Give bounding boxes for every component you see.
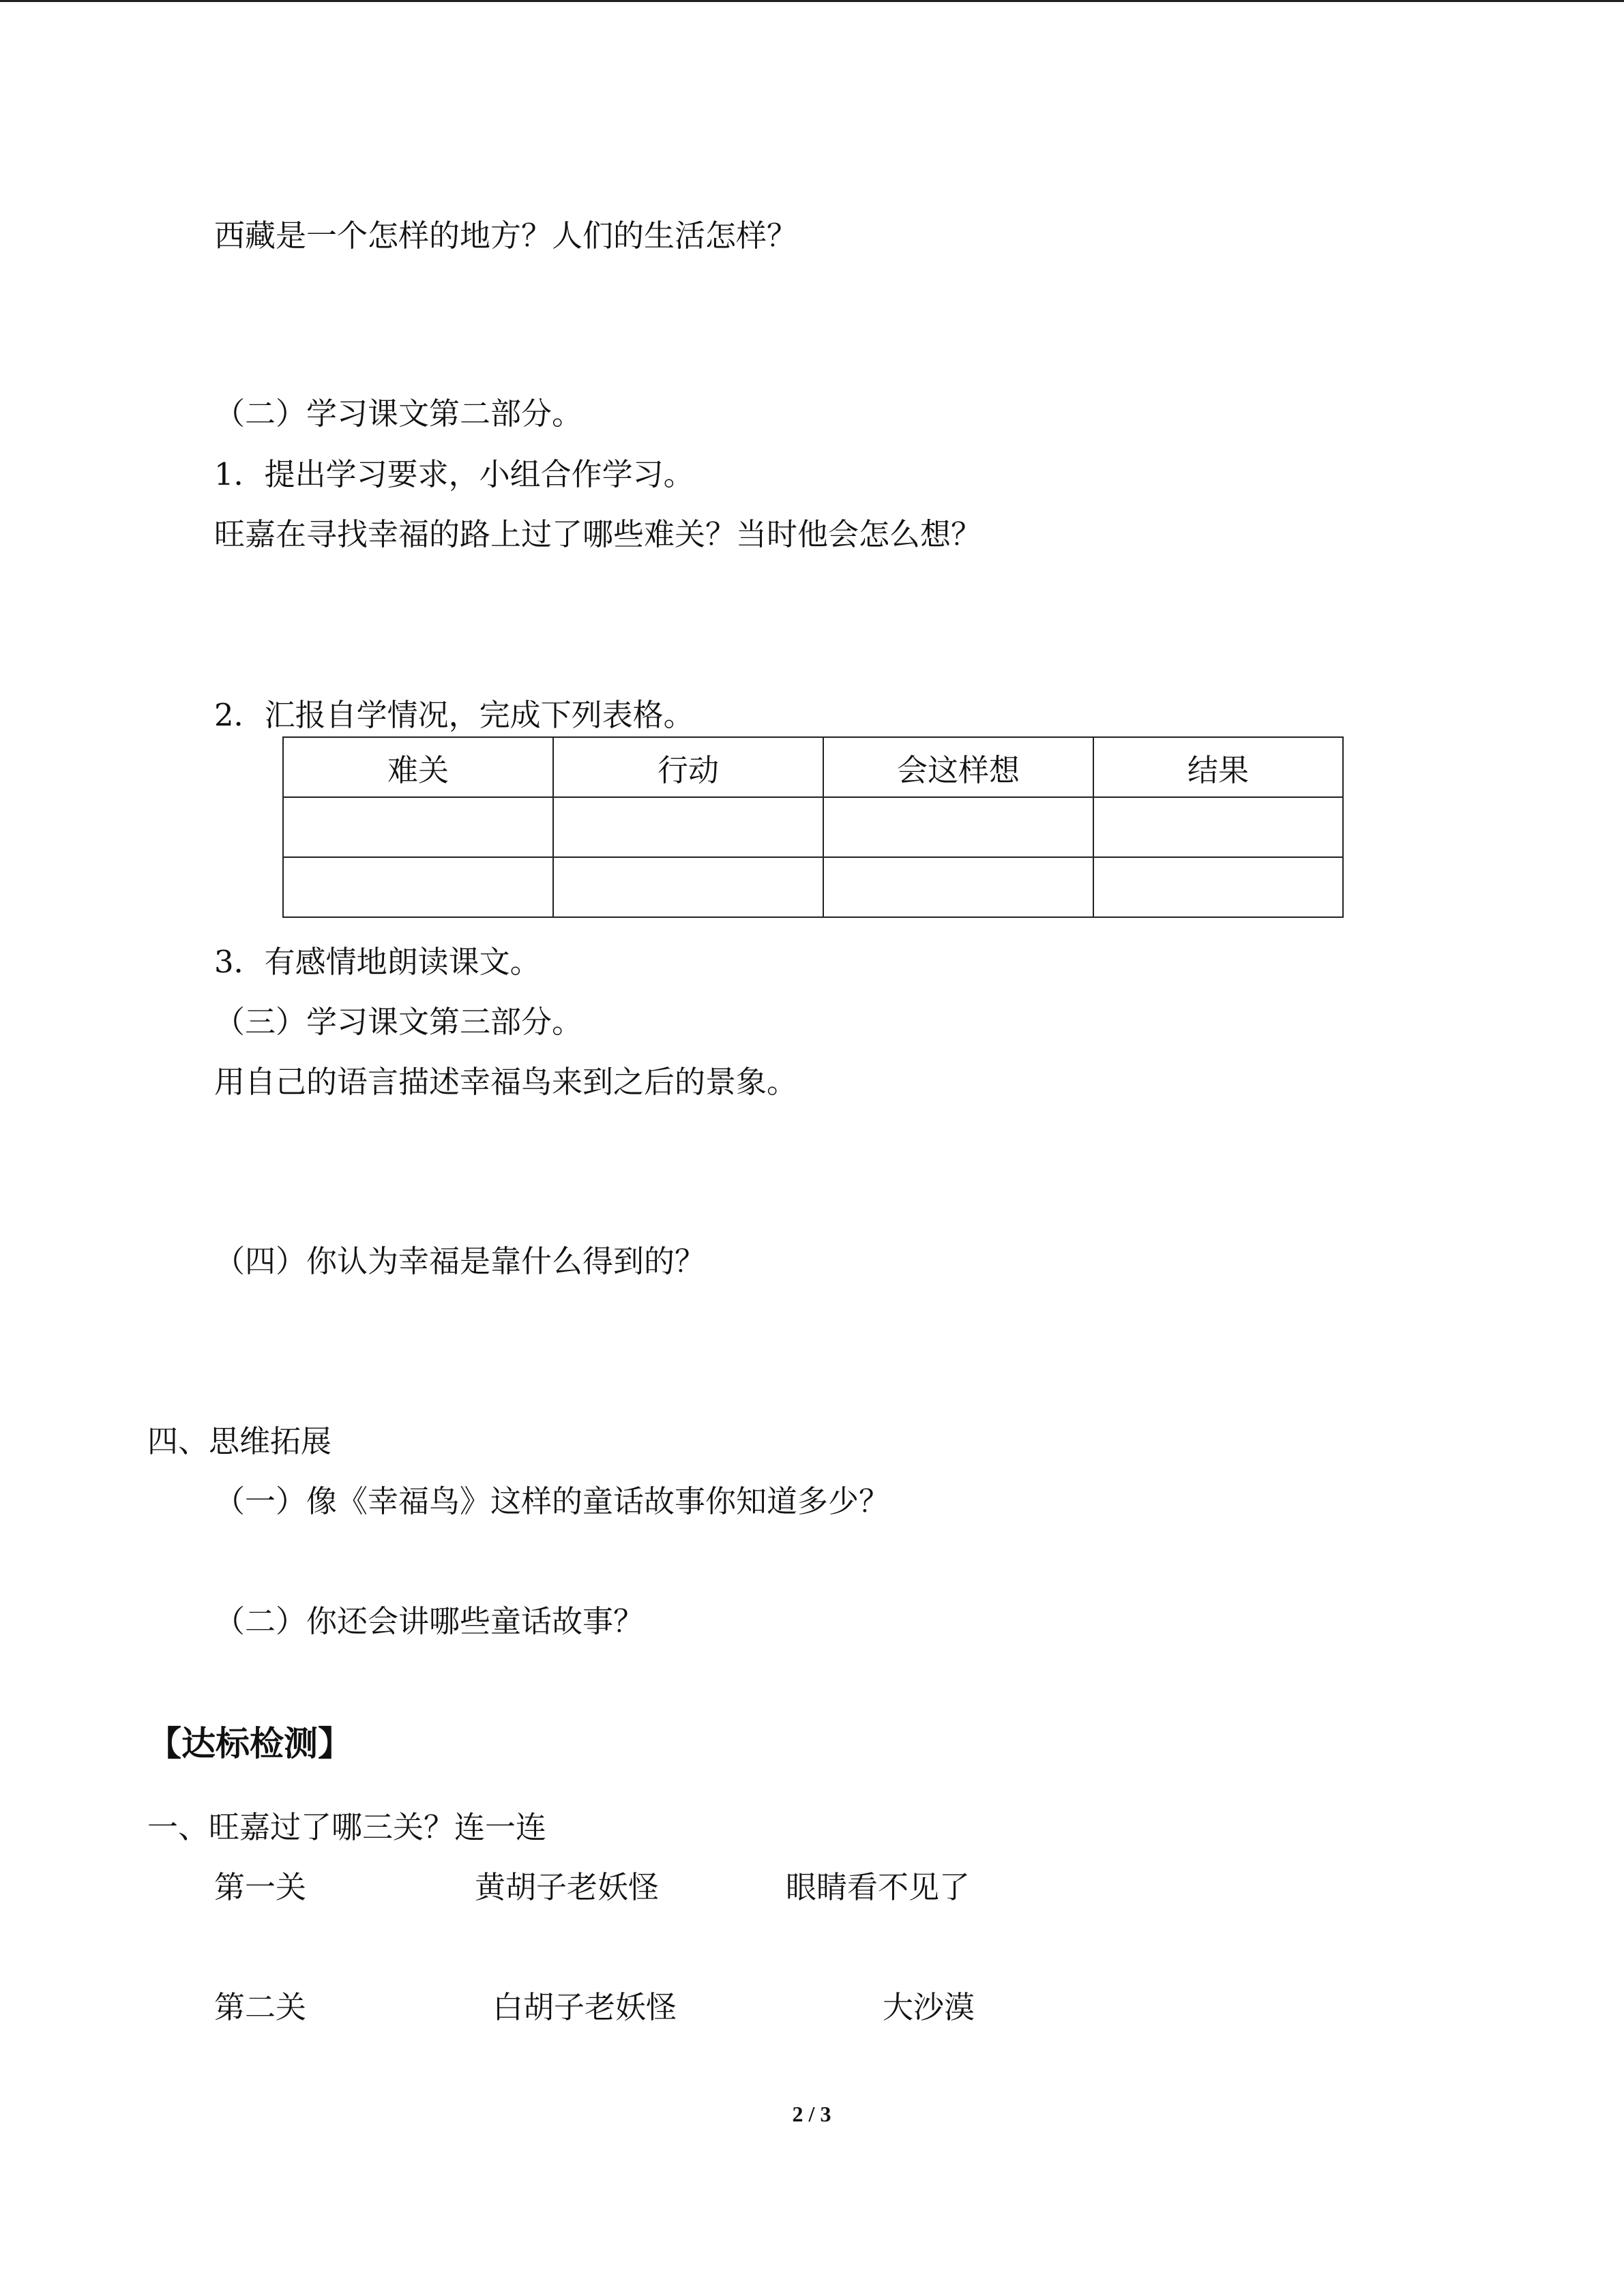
table-blank-cell[interactable] bbox=[553, 797, 823, 857]
step-2: 2．汇报自学情况，完成下列表格。 bbox=[214, 697, 694, 733]
table-blank-cell[interactable] bbox=[823, 797, 1093, 857]
page-number: 2 / 3 bbox=[792, 2102, 831, 2126]
question-fairy-tales: （一）像《幸福鸟》这样的童话故事你知道多少？ bbox=[214, 1483, 890, 1519]
table-blank-cell[interactable] bbox=[1093, 797, 1343, 857]
table-header-row bbox=[283, 737, 1343, 797]
table-header-cell: 难关 bbox=[283, 737, 553, 797]
obstacles-table bbox=[282, 736, 1344, 918]
question-happiness: （四）你认为幸福是靠什么得到的？ bbox=[214, 1243, 706, 1279]
assessment-heading: 【达标检测】 bbox=[147, 1724, 352, 1763]
table-blank-cell[interactable] bbox=[553, 857, 823, 917]
section-extension-title: 四、思维拓展 bbox=[147, 1423, 332, 1459]
step-1: 1．提出学习要求，小组合作学习。 bbox=[214, 456, 694, 492]
table-header-cell: 行动 bbox=[553, 737, 823, 797]
question-tibet: 西藏是一个怎样的地方？人们的生活怎样？ bbox=[214, 218, 798, 254]
match-monster-1: 黄胡子老妖怪 bbox=[475, 1869, 660, 1905]
page-top-border bbox=[0, 0, 1624, 2]
section-part2-title: （二）学习课文第二部分。 bbox=[214, 396, 583, 432]
table-header-cell: 结果 bbox=[1093, 737, 1343, 797]
question-tell-tales: （二）你还会讲哪些童话故事？ bbox=[214, 1603, 645, 1639]
table-blank-cell[interactable] bbox=[823, 857, 1093, 917]
table-row bbox=[283, 857, 1343, 917]
question-obstacles: 旺嘉在寻找幸福的路上过了哪些难关？当时他会怎么想？ bbox=[214, 516, 982, 552]
match-result-1: 眼睛看不见了 bbox=[786, 1869, 971, 1905]
table-blank-cell[interactable] bbox=[1093, 857, 1343, 917]
match-level-1: 第一关 bbox=[214, 1869, 307, 1905]
question-three-levels: 一、旺嘉过了哪三关？连一连 bbox=[147, 1809, 547, 1845]
match-level-2: 第二关 bbox=[214, 1989, 307, 2025]
step-3: 3．有感情地朗读课文。 bbox=[214, 944, 541, 980]
table-row bbox=[283, 797, 1343, 857]
table-blank-cell[interactable] bbox=[283, 857, 553, 917]
match-monster-2: 白胡子老妖怪 bbox=[492, 1989, 677, 2025]
table-blank-cell[interactable] bbox=[283, 797, 553, 857]
section-part3-title: （三）学习课文第三部分。 bbox=[214, 1004, 583, 1040]
task-describe: 用自己的语言描述幸福鸟来到之后的景象。 bbox=[214, 1064, 798, 1100]
match-result-2: 大沙漠 bbox=[883, 1989, 975, 2025]
table-header-cell: 会这样想 bbox=[823, 737, 1093, 797]
